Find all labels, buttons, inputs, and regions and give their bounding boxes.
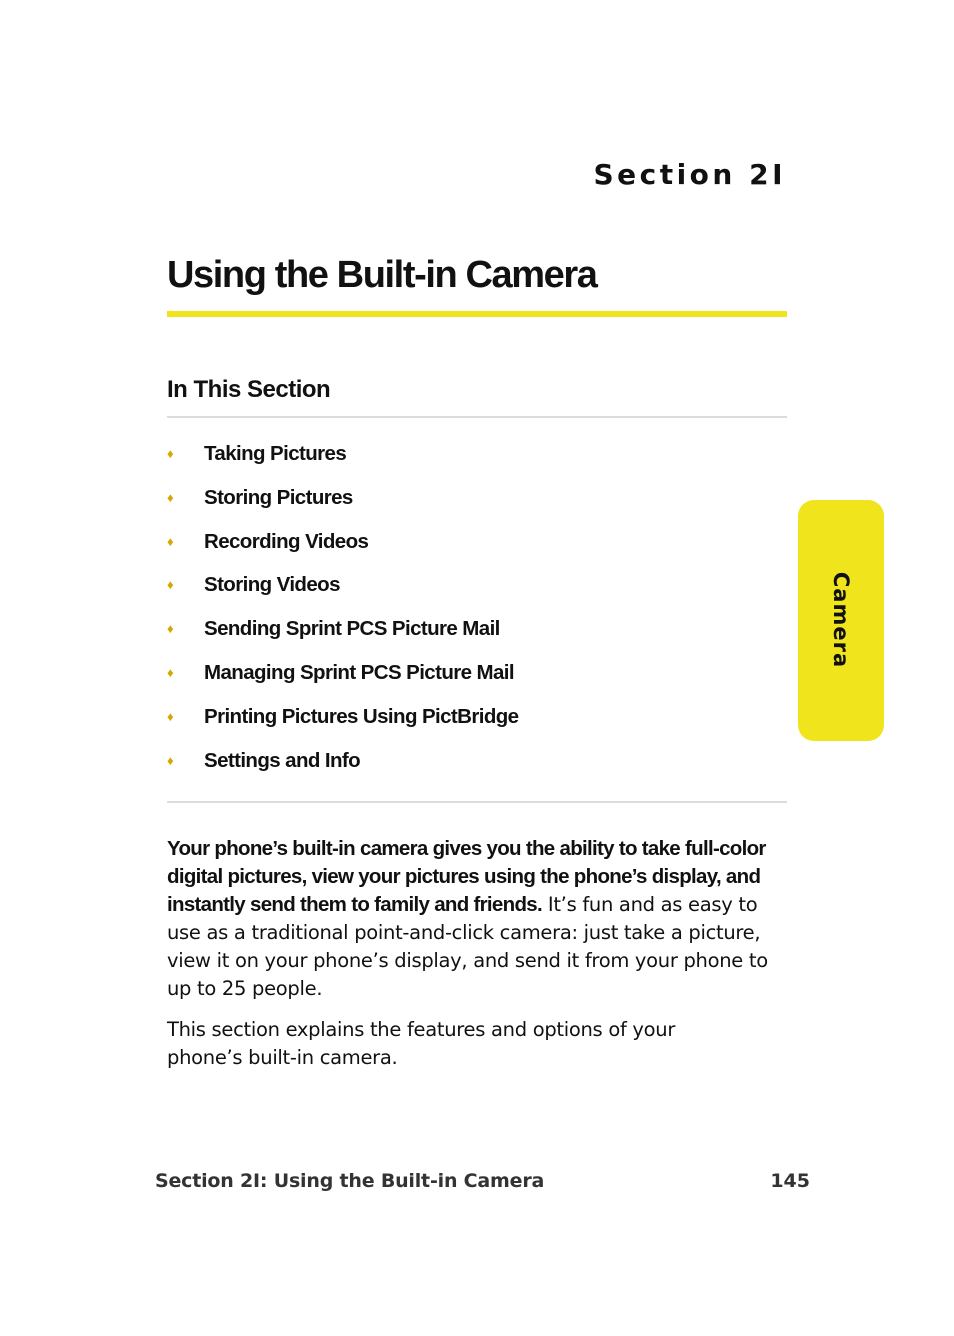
list-item-label: Taking Pictures bbox=[204, 442, 347, 465]
diamond-bullet-icon: ♦ bbox=[167, 533, 174, 549]
list-item-label: Sending Sprint PCS Picture Mail bbox=[204, 617, 500, 641]
list-item-label: Storing Videos bbox=[204, 573, 340, 597]
diamond-bullet-icon: ♦ bbox=[167, 446, 174, 461]
body-paragraph: This section explains the features and options of your phone’s built-in camera. bbox=[167, 1018, 676, 1069]
page-title: Using the Built-in Camera bbox=[167, 254, 597, 296]
section-divider-top bbox=[167, 416, 787, 418]
diamond-bullet-icon: ♦ bbox=[167, 489, 174, 505]
intro-bold-lead: Your phone’s built-in camera gives you the ability to take full-color digital pictures, view your pictures using the phone’s display, and instantly send them to family and friends. bbox=[167, 837, 766, 916]
list-item bbox=[167, 524, 519, 568]
diamond-bullet-icon: ♦ bbox=[167, 752, 174, 768]
list-item bbox=[167, 611, 519, 655]
list-item-label: Storing Pictures bbox=[204, 485, 353, 509]
list-item bbox=[167, 567, 519, 611]
diamond-bullet-icon: ♦ bbox=[167, 577, 174, 593]
list-item-label: Managing Sprint PCS Picture Mail bbox=[204, 660, 514, 684]
list-item bbox=[167, 655, 519, 699]
list-item bbox=[167, 743, 519, 787]
intro-rest: It’s fun and as easy to use as a traditional point-and-click camera: just take a picture, view it on your phone’s display, and send it from your phone to up to 25 people. bbox=[167, 893, 768, 1000]
title-underline bbox=[167, 311, 787, 317]
list-item bbox=[167, 436, 519, 480]
diamond-bullet-icon: ♦ bbox=[167, 664, 174, 680]
section-label: Section 2I bbox=[593, 158, 786, 191]
intro-paragraph bbox=[167, 835, 777, 1003]
list-item-label: Settings and Info bbox=[204, 748, 361, 772]
in-this-section-heading: In This Section bbox=[167, 376, 331, 403]
footer-page-number: 145 bbox=[770, 1170, 810, 1192]
list-item bbox=[167, 699, 519, 743]
list-item-label: Printing Pictures Using PictBridge bbox=[204, 704, 519, 728]
footer-section-title: Section 2I: Using the Built-in Camera bbox=[155, 1170, 545, 1192]
list-item bbox=[167, 480, 519, 524]
diamond-bullet-icon: ♦ bbox=[167, 621, 174, 637]
diamond-bullet-icon: ♦ bbox=[167, 708, 174, 724]
list-item-label: Recording Videos bbox=[204, 529, 369, 553]
side-tab-label: Camera bbox=[829, 571, 853, 669]
section-contents-list bbox=[167, 436, 519, 786]
section-divider-bottom bbox=[167, 801, 787, 803]
